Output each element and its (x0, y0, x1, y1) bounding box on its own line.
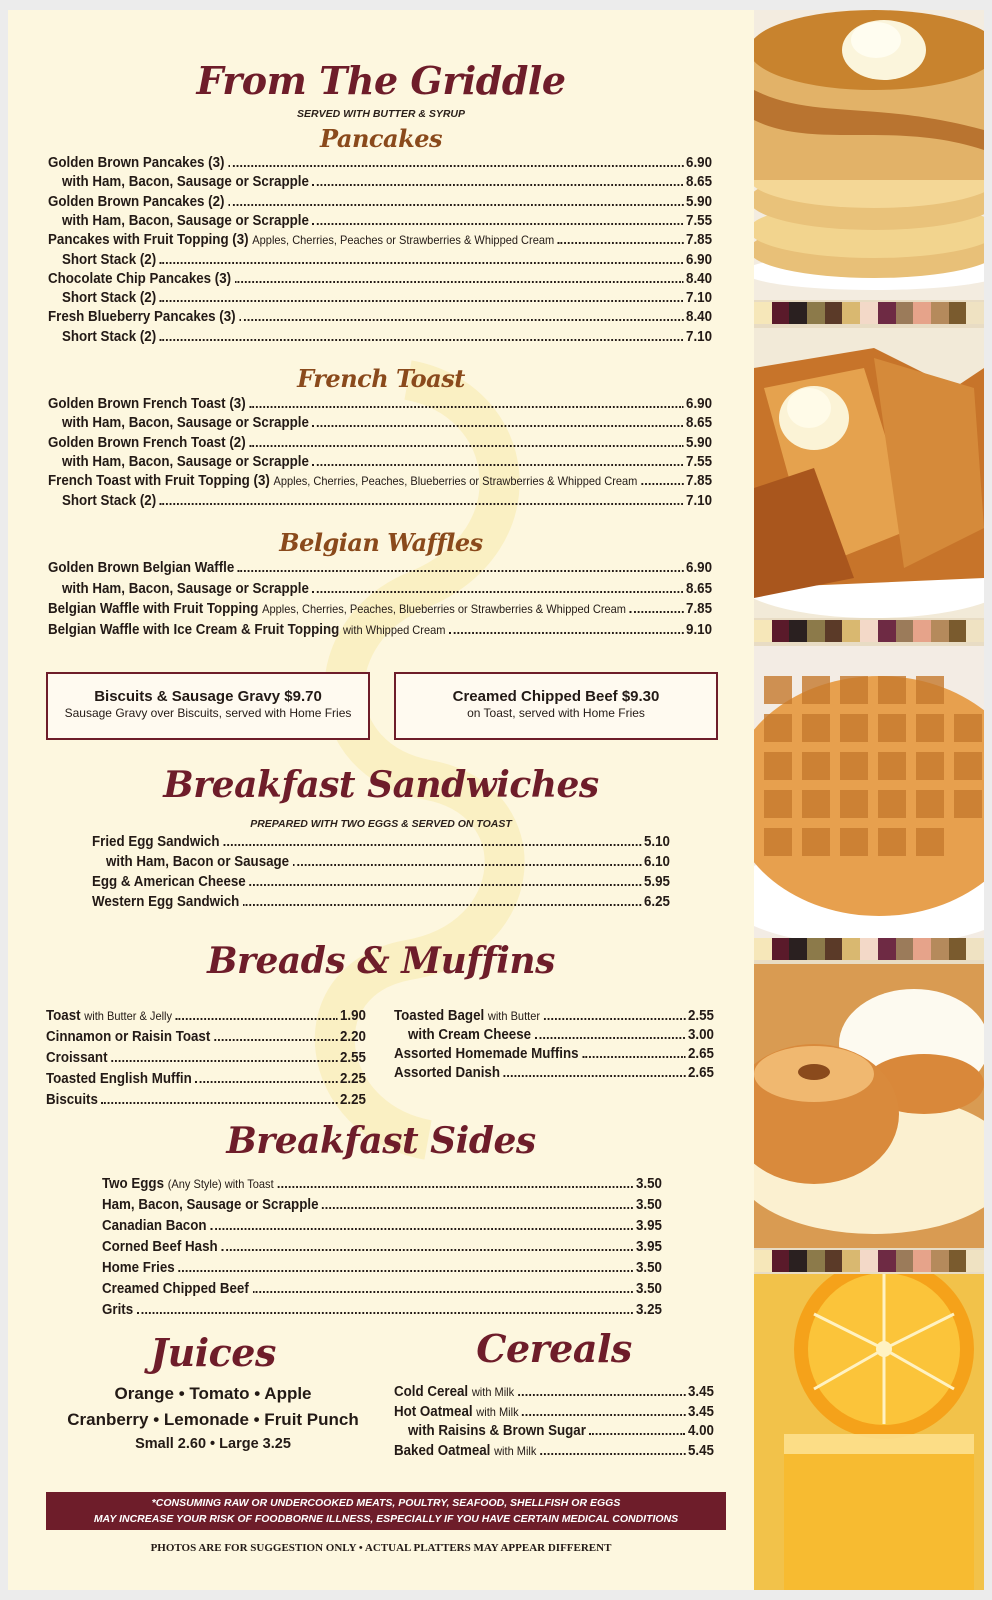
dot-leader (522, 1414, 685, 1416)
item-price: 3.95 (636, 1218, 662, 1234)
dot-leader (137, 1312, 633, 1314)
french-toast-heading: French Toast (297, 364, 465, 393)
strip-swatch (825, 938, 843, 960)
item-price: 6.10 (644, 854, 670, 870)
menu-item (62, 454, 712, 470)
menu-text-column (8, 10, 754, 1590)
strip-swatch (789, 938, 807, 960)
item-price: 8.40 (686, 309, 712, 326)
strip-swatch (807, 302, 825, 324)
item-name: Creamed Chipped Beef (102, 1281, 249, 1297)
photo-column (754, 10, 984, 1590)
dot-leader (504, 1075, 686, 1077)
waffle-photo (754, 646, 984, 942)
dot-leader (558, 242, 683, 244)
menu-item (48, 309, 712, 325)
menu-item (48, 473, 712, 489)
sides-title: Breakfast Sides (226, 1120, 536, 1162)
menu-item (48, 271, 712, 287)
menu-item (394, 1065, 714, 1081)
strip-swatch (772, 620, 790, 642)
item-price: 2.65 (688, 1046, 714, 1062)
item-name: Chocolate Chip Pancakes (3) (48, 270, 232, 287)
item-price: 2.55 (340, 1050, 366, 1066)
item-price: 2.55 (688, 1008, 714, 1024)
dot-leader (293, 864, 641, 866)
menu-item (102, 1260, 662, 1276)
item-name: Short Stack (2) (62, 328, 157, 345)
item-price: 3.50 (636, 1197, 662, 1213)
menu-item (62, 329, 712, 345)
waffles-heading: Belgian Waffles (279, 528, 483, 557)
menu-item (46, 1092, 366, 1108)
item-name: Assorted Homemade Muffins (394, 1046, 579, 1062)
item-name: Golden Brown Pancakes (2) (48, 193, 225, 210)
menu-item (48, 622, 712, 638)
item-price: 2.20 (340, 1029, 366, 1045)
dot-leader (544, 1018, 686, 1020)
item-name: Pancakes with Fruit Topping (3) (48, 232, 249, 249)
strip-swatch (807, 1250, 825, 1272)
strip-swatch (896, 938, 914, 960)
menu-item (62, 415, 712, 431)
item-name: Home Fries (102, 1260, 175, 1276)
strip-swatch (772, 938, 790, 960)
item-price: 8.65 (686, 174, 712, 191)
item-price: 5.90 (686, 193, 712, 210)
item-name: Corned Beef Hash (102, 1239, 218, 1255)
item-name: with Raisins & Brown Sugar (408, 1423, 586, 1439)
item-price: 2.25 (340, 1092, 366, 1108)
menu-item (48, 435, 712, 451)
strip-swatch (825, 1250, 843, 1272)
juices-title: Juices (150, 1330, 276, 1375)
menu-item (102, 1302, 662, 1318)
strip-swatch (966, 938, 984, 960)
strip-swatch (913, 1250, 931, 1272)
item-price: 7.10 (686, 492, 712, 509)
strip-swatch (896, 620, 914, 642)
strip-swatch (860, 1250, 878, 1272)
special-title: Creamed Chipped Beef $9.30 (452, 688, 660, 705)
item-description: with Milk (471, 1385, 515, 1399)
dot-leader (518, 1394, 685, 1396)
item-name: Grits (102, 1302, 134, 1318)
warning-line-1: *CONSUMING RAW OR UNDERCOOKED MEATS, POULTRY, SEAFOOD, SHELLFISH OR EGGS (151, 1497, 621, 1509)
pancakes-photo (754, 10, 984, 300)
menu-item (394, 1443, 714, 1459)
menu-item (48, 194, 712, 210)
dot-leader (214, 1039, 337, 1041)
dot-leader (322, 1207, 633, 1209)
strip-swatch (949, 1250, 967, 1272)
strip-swatch (878, 620, 896, 642)
menu-page (8, 10, 984, 1590)
item-description: with Butter & Jelly (84, 1009, 173, 1023)
juices-sizes: Small 2.60 • Large 3.25 (135, 1436, 291, 1452)
strip-swatch (966, 302, 984, 324)
item-price: 3.95 (636, 1239, 662, 1255)
bagel-photo (754, 964, 984, 1248)
item-price: 7.10 (686, 328, 712, 345)
strip-swatch (913, 938, 931, 960)
dot-leader (277, 1186, 633, 1188)
menu-item (394, 1008, 714, 1024)
menu-item (48, 155, 712, 171)
item-name: with Ham, Bacon, Sausage or Scrapple (62, 415, 309, 432)
dot-leader (313, 591, 684, 593)
menu-item (62, 252, 712, 268)
menu-item (62, 213, 712, 229)
strip-swatch (789, 1250, 807, 1272)
special-desc: Sausage Gravy over Biscuits, served with Home Fries (64, 706, 352, 720)
special-chipped-beef (394, 672, 718, 740)
strip-swatch (807, 620, 825, 642)
item-price: 4.00 (688, 1423, 714, 1439)
item-description: with Milk (476, 1404, 519, 1419)
dot-leader (540, 1453, 685, 1455)
strip-swatch (931, 620, 949, 642)
french-toast-photo (754, 328, 984, 618)
item-name: Golden Brown French Toast (2) (48, 434, 246, 451)
item-name: Ham, Bacon, Sausage or Scrapple (102, 1197, 319, 1213)
strip-swatch (789, 302, 807, 324)
special-biscuits-gravy (46, 672, 370, 740)
item-description: Apples, Cherries, Peaches, Blueberries or Strawberries & Whipped Cream (273, 474, 638, 489)
dot-leader (238, 570, 683, 572)
item-price: 7.85 (686, 601, 712, 617)
strip-swatch (842, 1250, 860, 1272)
menu-item (48, 232, 712, 248)
dot-leader (160, 503, 683, 505)
menu-item (62, 290, 712, 306)
item-price: 8.65 (686, 580, 712, 597)
color-strip (754, 938, 984, 960)
juices-line-2: Cranberry • Lemonade • Fruit Punch (67, 1410, 359, 1429)
item-name: Western Egg Sandwich (92, 894, 240, 910)
dot-leader (223, 844, 641, 846)
item-description: Apples, Cherries, Peaches or Strawberries & Whipped Cream (252, 233, 555, 248)
menu-item (46, 1050, 366, 1066)
photo-disclaimer: PHOTOS ARE FOR SUGGESTION ONLY • ACTUAL PLATTERS MAY APPEAR DIFFERENT (150, 1542, 612, 1554)
strip-swatch (931, 938, 949, 960)
pancakes-heading: Pancakes (320, 124, 442, 153)
dot-leader (313, 464, 684, 466)
item-price: 3.50 (636, 1260, 662, 1276)
strip-swatch (789, 620, 807, 642)
item-price: 3.00 (688, 1027, 714, 1043)
strip-swatch (878, 1250, 896, 1272)
strip-swatch (754, 1250, 772, 1272)
dot-leader (630, 611, 684, 613)
dot-leader (252, 1291, 633, 1293)
item-name: Belgian Waffle with Fruit Topping (48, 601, 259, 617)
dot-leader (160, 300, 683, 302)
item-description: with Milk (494, 1443, 537, 1458)
item-name: Short Stack (2) (62, 492, 157, 509)
color-strip (754, 620, 984, 642)
strip-swatch (754, 938, 772, 960)
menu-item (62, 174, 712, 190)
menu-item (102, 1281, 662, 1297)
item-price: 3.50 (636, 1281, 662, 1297)
menu-item (92, 874, 670, 890)
item-price: 7.10 (686, 290, 712, 307)
dot-leader (249, 406, 683, 408)
item-price: 7.55 (686, 212, 712, 229)
dot-leader (228, 165, 683, 167)
dot-leader (313, 425, 684, 427)
item-description: Apples, Cherries, Peaches, Blueberries or Strawberries & Whipped Cream (262, 602, 627, 616)
item-name: Hot Oatmeal (394, 1403, 473, 1420)
item-name: with Ham, Bacon, Sausage or Scrapple (62, 580, 309, 597)
item-price: 6.90 (686, 251, 712, 268)
breads-title: Breads & Muffins (207, 940, 555, 982)
strip-swatch (860, 938, 878, 960)
strip-swatch (913, 620, 931, 642)
color-strip (754, 302, 984, 324)
dot-leader (313, 184, 684, 186)
item-price: 5.90 (686, 434, 712, 451)
item-price: 8.65 (686, 415, 712, 432)
strip-swatch (966, 620, 984, 642)
sandwiches-title: Breakfast Sandwiches (163, 764, 599, 806)
dot-leader (313, 223, 684, 225)
item-name: Assorted Danish (394, 1065, 501, 1081)
menu-item (48, 601, 712, 617)
strip-swatch (772, 1250, 790, 1272)
menu-item (394, 1404, 714, 1420)
item-price: 5.45 (688, 1442, 714, 1459)
dot-leader (210, 1228, 633, 1230)
strip-swatch (842, 302, 860, 324)
dot-leader (590, 1433, 686, 1435)
strip-swatch (949, 302, 967, 324)
item-name: Cinnamon or Raisin Toast (46, 1029, 211, 1045)
item-name: Biscuits (46, 1092, 98, 1108)
item-price: 3.45 (688, 1384, 714, 1400)
strip-swatch (842, 938, 860, 960)
item-price: 6.25 (644, 894, 670, 910)
item-price: 1.90 (340, 1008, 366, 1024)
dot-leader (221, 1249, 633, 1251)
menu-item (102, 1218, 662, 1234)
orange-juice-photo (754, 1274, 984, 1590)
menu-item (102, 1197, 662, 1213)
strip-swatch (842, 620, 860, 642)
strip-swatch (878, 938, 896, 960)
special-title: Biscuits & Sausage Gravy $9.70 (94, 688, 322, 705)
menu-item (408, 1423, 714, 1439)
menu-item (394, 1384, 714, 1400)
item-price: 3.50 (636, 1176, 662, 1192)
dot-leader (178, 1270, 633, 1272)
item-name: with Cream Cheese (408, 1027, 532, 1043)
item-price: 9.10 (686, 621, 712, 638)
item-price: 7.85 (686, 473, 712, 490)
item-name: Golden Brown Pancakes (3) (48, 155, 225, 171)
dot-leader (102, 1102, 338, 1104)
food-safety-warning (46, 1492, 726, 1530)
menu-item (394, 1046, 714, 1062)
menu-item (106, 854, 670, 870)
item-price: 3.25 (636, 1302, 662, 1318)
dot-leader (449, 632, 683, 634)
dot-leader (176, 1018, 338, 1020)
item-name: with Ham, Bacon, Sausage or Scrapple (62, 174, 309, 191)
dot-leader (239, 319, 683, 321)
item-name: Belgian Waffle with Ice Cream & Fruit Topping (48, 621, 340, 638)
dot-leader (235, 281, 683, 283)
menu-item (62, 581, 712, 597)
griddle-subtitle: SERVED WITH BUTTER & SYRUP (296, 108, 465, 120)
strip-swatch (896, 1250, 914, 1272)
strip-swatch (754, 302, 772, 324)
item-name: Croissant (46, 1050, 108, 1066)
menu-item (92, 894, 670, 910)
strip-swatch (772, 302, 790, 324)
item-price: 7.55 (686, 453, 712, 470)
menu-item (408, 1027, 714, 1043)
juices-line-1: Orange • Tomato • Apple (114, 1384, 312, 1403)
item-name: Golden Brown French Toast (3) (48, 396, 246, 412)
dot-leader (243, 904, 641, 906)
menu-item (46, 1071, 366, 1087)
dot-leader (160, 339, 683, 341)
item-name: Fried Egg Sandwich (92, 834, 220, 850)
dot-leader (582, 1056, 685, 1058)
strip-swatch (913, 302, 931, 324)
cereals-title: Cereals (476, 1326, 632, 1371)
strip-swatch (931, 1250, 949, 1272)
dot-leader (249, 884, 641, 886)
sandwiches-subtitle: PREPARED WITH TWO EGGS & SERVED ON TOAST (250, 818, 512, 830)
special-desc: on Toast, served with Home Fries (467, 706, 645, 720)
menu-item (48, 396, 712, 412)
item-name: Short Stack (2) (62, 290, 157, 307)
item-description: with Butter (487, 1009, 541, 1023)
menu-item (62, 493, 712, 509)
item-name: Baked Oatmeal (394, 1442, 491, 1459)
dot-leader (535, 1037, 685, 1039)
item-name: Egg & American Cheese (92, 874, 246, 890)
griddle-title: From The Griddle (196, 58, 566, 103)
item-price: 2.25 (340, 1071, 366, 1087)
item-price: 6.90 (686, 155, 712, 171)
item-price: 3.45 (688, 1403, 714, 1420)
dot-leader (111, 1060, 337, 1062)
warning-line-2: MAY INCREASE YOUR RISK OF FOODBORNE ILLNESS, ESPECIALLY IF YOU HAVE CERTAIN MEDICAL CONDITIONS (93, 1513, 679, 1525)
dot-leader (195, 1081, 337, 1083)
strip-swatch (896, 302, 914, 324)
item-name: Golden Brown Belgian Waffle (48, 560, 235, 576)
strip-swatch (949, 938, 967, 960)
item-price: 5.95 (644, 874, 670, 890)
strip-swatch (860, 302, 878, 324)
item-name: Toasted English Muffin (46, 1071, 192, 1087)
item-name: with Ham, Bacon, Sausage or Scrapple (62, 212, 309, 229)
menu-item (46, 1029, 366, 1045)
strip-swatch (825, 302, 843, 324)
menu-item (92, 834, 670, 850)
item-description: with Whipped Cream (342, 622, 446, 637)
item-price: 6.90 (686, 560, 712, 576)
strip-swatch (825, 620, 843, 642)
menu-item (102, 1176, 662, 1192)
menu-item (46, 1008, 366, 1024)
strip-swatch (966, 1250, 984, 1272)
item-price: 2.65 (688, 1065, 714, 1081)
item-price: 8.40 (686, 270, 712, 287)
strip-swatch (754, 620, 772, 642)
item-name: Toast (46, 1008, 81, 1024)
strip-swatch (878, 302, 896, 324)
dot-leader (249, 445, 683, 447)
item-name: Two Eggs (102, 1176, 165, 1192)
color-strip (754, 1250, 984, 1272)
item-price: 6.90 (686, 396, 712, 412)
item-name: Short Stack (2) (62, 251, 157, 268)
item-name: Toasted Bagel (394, 1008, 485, 1024)
item-name: French Toast with Fruit Topping (3) (48, 473, 270, 490)
strip-swatch (949, 620, 967, 642)
item-name: with Ham, Bacon or Sausage (106, 854, 290, 870)
dot-leader (160, 262, 683, 264)
menu-item (48, 560, 712, 576)
item-name: Canadian Bacon (102, 1218, 207, 1234)
menu-item (102, 1239, 662, 1255)
strip-swatch (860, 620, 878, 642)
item-description: (Any Style) with Toast (167, 1177, 274, 1191)
item-price: 7.85 (686, 232, 712, 249)
strip-swatch (931, 302, 949, 324)
item-price: 5.10 (644, 834, 670, 850)
dot-leader (641, 483, 683, 485)
dot-leader (228, 204, 683, 206)
item-name: Cold Cereal (394, 1384, 469, 1400)
strip-swatch (807, 938, 825, 960)
item-name: with Ham, Bacon, Sausage or Scrapple (62, 453, 309, 470)
item-name: Fresh Blueberry Pancakes (3) (48, 309, 236, 326)
